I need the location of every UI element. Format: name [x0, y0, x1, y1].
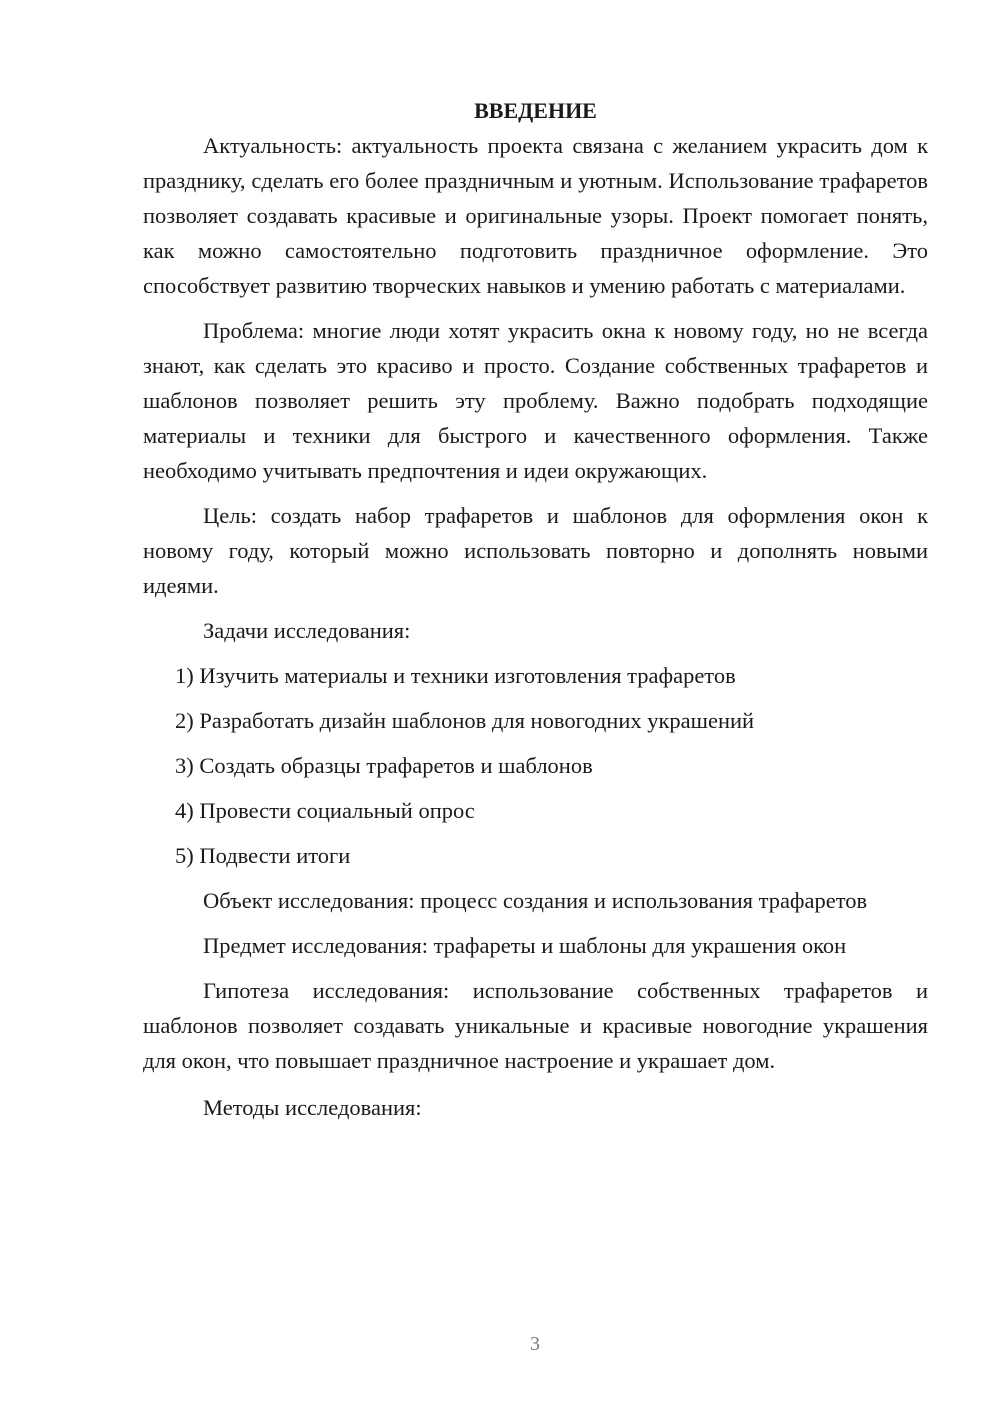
- list-item: 1) Изучить материалы и техники изготовления трафаретов: [175, 663, 736, 688]
- list-item: 2) Разработать дизайн шаблонов для новогодних украшений: [175, 708, 755, 733]
- relevance-paragraph: Актуальность: актуальность проекта связана с желанием украсить дом к празднику, сделать его более праздничным и уютным. Использование трафаретов позволяет создавать красивые и оригинальные узоры. Проект помогает понять, как можно самостоятельно подготовить праздничное оформление. Это способствует развитию творческих навыков и умению работать с материалами.: [143, 133, 928, 298]
- hypothesis-paragraph: Гипотеза исследования: использование собственных трафаретов и шаблонов позволяет создавать уникальные и красивые новогодние украшения для окон, что повышает праздничное настроение и украшает дом.: [143, 978, 928, 1073]
- list-item: 4) Провести социальный опрос: [175, 798, 475, 823]
- list-item: 5) Подвести итоги: [175, 843, 351, 868]
- tasks-list: [143, 658, 928, 873]
- page-content: [143, 93, 928, 1125]
- problem-paragraph: Проблема: многие люди хотят украсить окна к новому году, но не всегда знают, как сделать это красиво и просто. Создание собственных трафаретов и шаблонов позволяет решить эту проблему. Важно подобрать подходящие материалы и техники для быстрого и качественного оформления. Также необходимо учитывать предпочтения и идеи окружающих.: [143, 318, 928, 483]
- methods-heading: Методы исследования:: [203, 1095, 422, 1120]
- object-paragraph: Объект исследования: процесс создания и использования трафаретов: [203, 888, 868, 913]
- list-item: 3) Создать образцы трафаретов и шаблонов: [175, 753, 593, 778]
- subject-paragraph: Предмет исследования: трафареты и шаблоны для украшения окон: [203, 933, 847, 958]
- section-title: ВВЕДЕНИЕ: [474, 98, 597, 123]
- page-number: 3: [530, 1333, 540, 1355]
- goal-paragraph: Цель: создать набор трафаретов и шаблонов для оформления окон к новому году, который можно использовать повторно и дополнять новыми идеями.: [143, 503, 928, 598]
- tasks-heading: Задачи исследования:: [203, 618, 411, 643]
